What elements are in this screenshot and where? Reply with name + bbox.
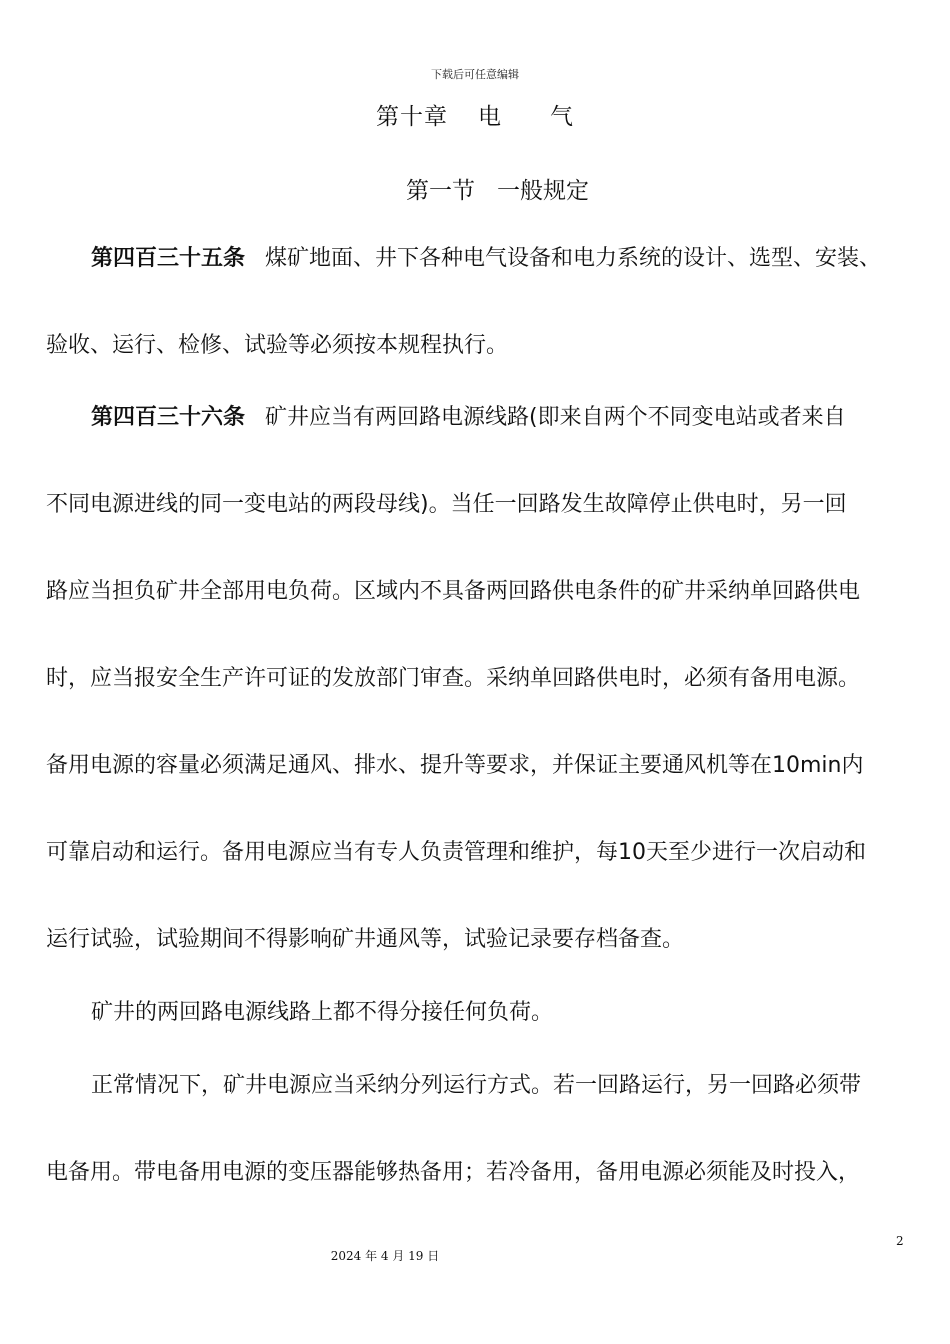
article-435-line-2: 验收、运行、检修、试验等必须按本规程执行。 xyxy=(46,333,509,358)
article-435-text-1: 煤矿地面、井下各种电气设备和电力系统的设计、选型、安装、 xyxy=(265,246,882,271)
article-436-number: 第四百三十六条 xyxy=(91,405,246,430)
article-436-text-1: 矿井应当有两回路电源线路(即来自两个不同变电站或者来自 xyxy=(265,405,846,430)
paragraph-normal-line-2: 电备用。带电备用电源的变压器能够热备用；若冷备用，备用电源必须能及时投入， xyxy=(46,1160,861,1185)
article-436-line-3: 路应当担负矿井全部用电负荷。区域内不具备两回路供电条件的矿井采纳单回路供电 xyxy=(46,579,861,604)
article-436-line-1 xyxy=(91,403,846,433)
article-436-line-7: 运行试验，试验期间不得影响矿井通风等，试验记录要存档备查。 xyxy=(46,927,685,952)
article-435-line-1 xyxy=(91,244,881,274)
chapter-char-1: 电 xyxy=(478,104,502,130)
article-435-number: 第四百三十五条 xyxy=(91,246,246,271)
paragraph-normal-line-1: 正常情况下，矿井电源应当采纳分列运行方式。若一回路运行，另一回路必须带 xyxy=(91,1073,862,1098)
paragraph-no-load: 矿井的两回路电源线路上都不得分接任何负荷。 xyxy=(91,1000,554,1025)
section-title xyxy=(0,172,950,205)
section-prefix: 第一节 xyxy=(406,178,475,204)
chapter-prefix: 第十章 xyxy=(376,104,448,130)
chapter-char-2: 气 xyxy=(550,104,574,130)
article-436-line-2: 不同电源进线的同一变电站的两段母线)。当任一回路发生故障停止供电时，另一回 xyxy=(46,492,847,517)
page-number: 2 xyxy=(896,1234,904,1248)
header-note: 下载后可任意编辑 xyxy=(431,68,519,81)
article-436-line-4: 时，应当报安全生产许可证的发放部门审查。采纳单回路供电时，必须有备用电源。 xyxy=(46,666,861,691)
section-name: 一般规定 xyxy=(497,178,589,204)
chapter-title xyxy=(0,98,950,131)
footer-date: 2024 年 4 月 19 日 xyxy=(330,1249,440,1263)
article-436-line-5: 备用电源的容量必须满足通风、排水、提升等要求，并保证主要通风机等在10min内 xyxy=(46,753,864,778)
article-436-line-6: 可靠启动和运行。备用电源应当有专人负责管理和维护，每10天至少进行一次启动和 xyxy=(46,840,866,865)
